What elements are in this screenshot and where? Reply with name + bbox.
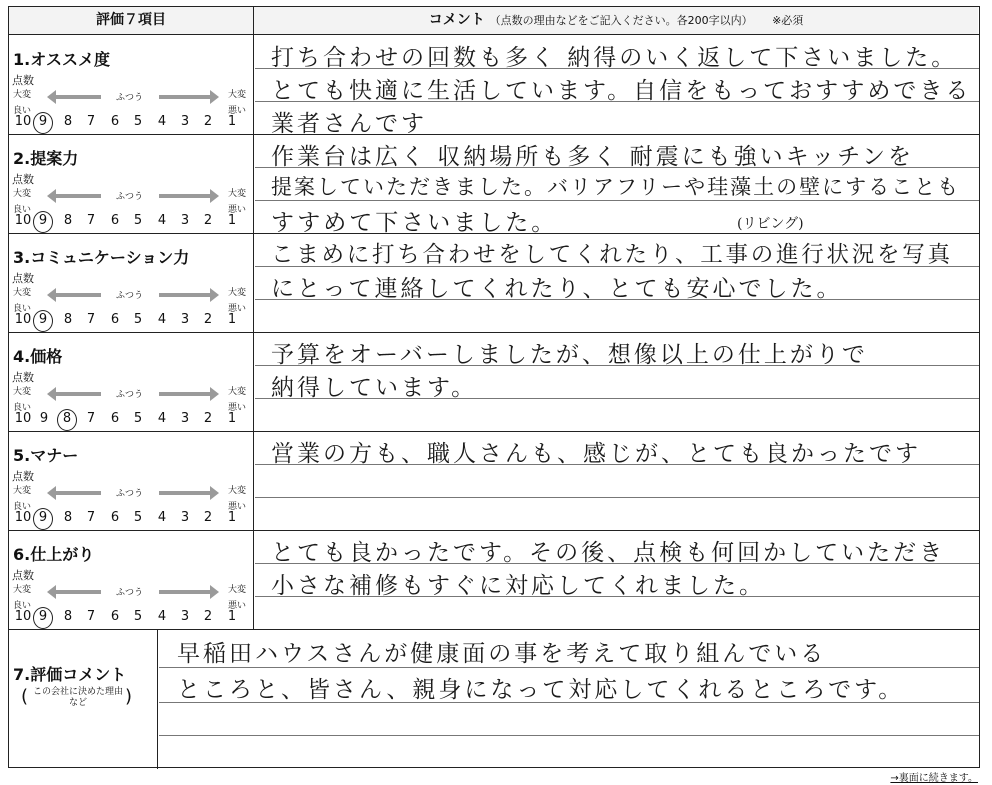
eval-comment-line-2: ところと、皆さん、親身になって対応してくれるところです。	[177, 677, 905, 703]
score-option: 10	[14, 609, 32, 624]
arrow-left-icon	[55, 293, 101, 297]
score-option: 6	[110, 114, 120, 129]
scale-very-left: 大変	[13, 486, 32, 496]
score-option: 3	[180, 312, 190, 327]
score-option: 5	[133, 312, 143, 327]
header-divider	[9, 34, 979, 35]
eval-comment-line-1: 早稲田ハウスさんが健康面の事を考えて取り組んでいる	[177, 641, 827, 667]
comment-line: 営業の方も、職人さんも、感じが、とても良かったです	[271, 441, 921, 467]
arrow-right-icon	[159, 491, 211, 495]
continue-note: →裏面に続きます。	[890, 773, 978, 784]
arrow-left-icon	[55, 95, 101, 99]
score-label: 点数	[12, 371, 34, 384]
scale-normal-label: ふつう	[116, 291, 144, 301]
arrow-left-icon	[55, 590, 101, 594]
row-divider	[9, 134, 979, 135]
score-option: 4	[157, 609, 167, 624]
arrow-left-icon	[55, 392, 101, 396]
score-option: 6	[110, 213, 120, 228]
scale-good-label: 良い	[13, 601, 32, 611]
row-divider	[9, 431, 979, 432]
item-title: 6.仕上がり	[13, 545, 95, 564]
comment-line: 作業台は広く 収納場所も多く 耐震にも強いキッチンを	[271, 144, 915, 170]
score-option: 6	[110, 510, 120, 525]
arrow-right-icon	[159, 590, 211, 594]
eval-paren-close: )	[125, 686, 133, 707]
scale-good-label: 良い	[13, 502, 32, 512]
score-option: 1	[227, 411, 237, 426]
scale-good-label: 良い	[13, 106, 32, 116]
score-selected: 9	[33, 508, 53, 530]
scale-very-left: 大変	[13, 585, 32, 595]
score-label: 点数	[12, 272, 34, 285]
score-option: 3	[180, 213, 190, 228]
scale-good-label: 良い	[13, 304, 32, 314]
header-required-mark: ※必須	[772, 14, 804, 27]
scale-very-right: 大変	[228, 585, 247, 595]
eval-paren-open: (	[21, 686, 29, 707]
score-option: 6	[110, 312, 120, 327]
score-option: 4	[157, 411, 167, 426]
score-option: 1	[227, 510, 237, 525]
score-option: 8	[63, 213, 73, 228]
score-option: 5	[133, 114, 143, 129]
comment-line: 提案していただきました。バリアフリーや珪藻土の壁にすることも	[271, 175, 961, 199]
arrow-left-icon	[55, 491, 101, 495]
scale-normal-label: ふつう	[116, 588, 144, 598]
arrow-right-icon	[159, 293, 211, 297]
score-option: 10	[14, 114, 32, 129]
score-option: 7	[86, 609, 96, 624]
scale-bad-label: 悪い	[228, 502, 247, 512]
scale-normal-label: ふつう	[116, 489, 144, 499]
comment-line: 業者さんです	[271, 111, 427, 137]
header-comment-note: （点数の理由などをご記入ください。各200字以内）	[489, 14, 753, 27]
scale-bad-label: 悪い	[228, 106, 247, 116]
scale-very-right: 大変	[228, 288, 247, 298]
item-title: 1.オススメ度	[13, 50, 111, 69]
eval-column-divider	[157, 629, 158, 769]
score-label: 点数	[12, 569, 34, 582]
score-option: 5	[133, 510, 143, 525]
score-option: 8	[63, 114, 73, 129]
score-option: 4	[157, 114, 167, 129]
scale-very-left: 大変	[13, 90, 32, 100]
comment-line: すすめて下さいました。	[271, 210, 558, 236]
score-scale	[13, 510, 253, 528]
score-option: 3	[180, 411, 190, 426]
evaluation-sheet	[8, 6, 980, 768]
score-selected: 9	[33, 112, 53, 134]
row-divider	[9, 530, 979, 531]
score-scale	[13, 312, 253, 330]
score-scale	[13, 609, 253, 627]
score-option: 7	[86, 312, 96, 327]
score-label: 点数	[12, 74, 34, 87]
score-scale	[13, 114, 253, 132]
score-scale	[13, 213, 253, 231]
arrow-right-icon	[159, 194, 211, 198]
score-option: 10	[14, 510, 32, 525]
scale-bad-label: 悪い	[228, 304, 247, 314]
scale-normal-label: ふつう	[116, 390, 144, 400]
arrow-left-icon	[55, 194, 101, 198]
score-option: 2	[203, 114, 213, 129]
scale-normal-label: ふつう	[116, 93, 144, 103]
score-option: 10	[14, 213, 32, 228]
score-option: 3	[180, 609, 190, 624]
header-right	[254, 7, 978, 34]
score-selected: 8	[57, 409, 77, 431]
score-option: 8	[63, 510, 73, 525]
comment-line: 予算をオーバーしましたが、想像以上の仕上がりで	[271, 342, 868, 368]
score-option: 3	[180, 114, 190, 129]
scale-very-right: 大変	[228, 387, 247, 397]
scale-good-label: 良い	[13, 403, 32, 413]
score-option: 10	[14, 411, 32, 426]
score-option: 7	[86, 213, 96, 228]
eval-rule-3	[159, 735, 979, 736]
row-divider	[9, 233, 979, 234]
comment-line: こまめに打ち合わせをしてくれたり、工事の進行状況を写真	[271, 242, 953, 268]
score-option: 2	[203, 510, 213, 525]
scale-normal-label: ふつう	[116, 192, 144, 202]
row-divider	[9, 332, 979, 333]
comment-line: とても良かったです。その後、点検も何回かしていただき	[271, 540, 946, 566]
column-divider	[253, 7, 254, 629]
eval-row-top	[9, 629, 979, 630]
score-option: 4	[157, 510, 167, 525]
score-option: 9	[39, 411, 49, 426]
score-option: 2	[203, 312, 213, 327]
scale-very-right: 大変	[228, 90, 247, 100]
score-option: 7	[86, 510, 96, 525]
eval-subtitle: この会社に決めた理由など	[33, 687, 124, 708]
scale-good-label: 良い	[13, 205, 32, 215]
score-option: 7	[86, 411, 96, 426]
score-option: 1	[227, 609, 237, 624]
score-selected: 9	[33, 607, 53, 629]
scale-very-left: 大変	[13, 288, 32, 298]
scale-very-left: 大変	[13, 189, 32, 199]
comment-line: 打ち合わせの回数も多く 納得のいく返して下さいました。	[271, 45, 958, 71]
item-title: 3.コミュニケーション力	[13, 248, 190, 267]
scale-very-right: 大変	[228, 189, 247, 199]
score-option: 1	[227, 213, 237, 228]
item-title: 5.マナー	[13, 446, 79, 465]
scale-bad-label: 悪い	[228, 601, 247, 611]
comment-line: とても快適に生活しています。自信をもっておすすめできる	[271, 78, 972, 104]
score-option: 4	[157, 312, 167, 327]
comment-line: 小さな補修もすぐに対応してくれました。	[271, 573, 765, 599]
item-title: 4.価格	[13, 347, 63, 366]
score-option: 5	[133, 411, 143, 426]
header-comment-title: コメント	[428, 12, 485, 28]
comment-annotation: (リビング)	[737, 216, 804, 232]
score-scale	[13, 411, 253, 429]
header-left-label: 評価７項目	[96, 12, 166, 28]
score-option: 7	[86, 114, 96, 129]
score-option: 8	[63, 609, 73, 624]
score-option: 1	[227, 114, 237, 129]
eval-title: 7.評価コメント	[13, 665, 127, 684]
comment-line: 納得しています。	[271, 375, 478, 401]
score-option: 6	[110, 411, 120, 426]
scale-very-left: 大変	[13, 387, 32, 397]
score-option: 5	[133, 213, 143, 228]
score-option: 3	[180, 510, 190, 525]
score-option: 10	[14, 312, 32, 327]
comment-line: にとって連絡してくれたり、とても安心でした。	[271, 276, 843, 302]
scale-bad-label: 悪い	[228, 403, 247, 413]
score-label: 点数	[12, 470, 34, 483]
header-left	[9, 7, 253, 34]
scale-bad-label: 悪い	[228, 205, 247, 215]
score-option: 5	[133, 609, 143, 624]
scale-very-right: 大変	[228, 486, 247, 496]
score-option: 6	[110, 609, 120, 624]
score-option: 1	[227, 312, 237, 327]
arrow-right-icon	[159, 392, 211, 396]
score-option: 4	[157, 213, 167, 228]
score-option: 2	[203, 609, 213, 624]
comment-rule	[255, 497, 979, 498]
item-title: 2.提案力	[13, 149, 79, 168]
score-selected: 9	[33, 310, 53, 332]
score-option: 2	[203, 411, 213, 426]
score-option: 8	[63, 312, 73, 327]
score-option: 2	[203, 213, 213, 228]
arrow-right-icon	[159, 95, 211, 99]
score-selected: 9	[33, 211, 53, 233]
score-label: 点数	[12, 173, 34, 186]
